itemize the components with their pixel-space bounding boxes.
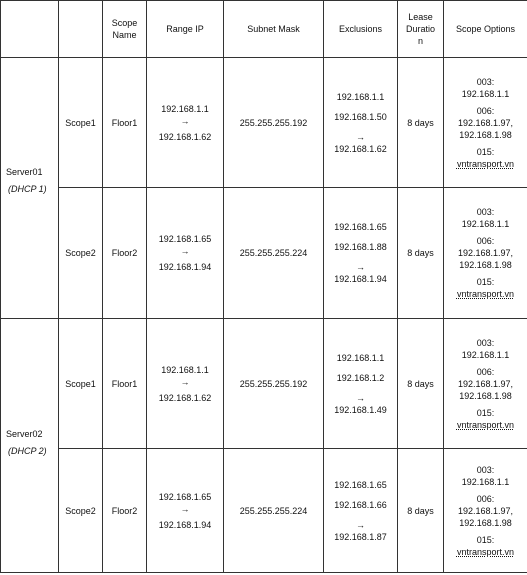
range-end: 192.168.1.94 [158, 519, 212, 530]
opt-006-label: 006: [476, 366, 495, 377]
header-row [1, 1, 527, 58]
exclusion-end: 192.168.1.94 [334, 274, 387, 284]
opt-003-label: 003: [476, 207, 495, 217]
opt-015-label: 015: [476, 277, 495, 287]
range-end: 192.168.1.62 [158, 131, 212, 142]
server-name: Server01 [6, 166, 43, 177]
opt-003-label: 003: [476, 76, 495, 87]
lease-cell: 8 days [398, 449, 444, 573]
opt-006-value-2: 192.168.1.98 [459, 260, 512, 270]
header-lease-duration [398, 1, 444, 58]
server-name: Server02 [6, 429, 43, 439]
exclusions-cell [324, 449, 398, 573]
opt-006-value-1: 192.168.1.97, [457, 378, 514, 389]
header-empty-1 [1, 1, 59, 58]
header-scope-name [103, 1, 147, 58]
scope-name-cell: Floor2 [103, 188, 147, 319]
subnet-mask-cell: 255.255.255.192 [224, 58, 324, 188]
scope-options-cell [444, 58, 527, 188]
range-arrow-icon: → [180, 503, 190, 514]
range-start: 192.168.1.65 [158, 491, 212, 502]
exclusion-arrow-icon: → [356, 392, 365, 403]
range-end: 192.168.1.62 [158, 392, 212, 403]
opt-006-label: 006: [476, 105, 495, 116]
scope-options-cell [444, 319, 527, 449]
exclusion-end: 192.168.1.62 [334, 143, 387, 154]
exclusions-cell [324, 188, 398, 319]
header-scope-name-line1: Scope [111, 18, 138, 28]
opt-006-label: 006: [476, 236, 495, 246]
opt-015-label: 015: [476, 407, 495, 418]
range-ip-cell [147, 188, 224, 319]
exclusion-second: 192.168.1.88 [334, 242, 387, 252]
table-row [1, 319, 527, 449]
opt-003-value: 192.168.1.1 [461, 219, 510, 229]
range-start: 192.168.1.1 [161, 103, 209, 114]
subnet-mask-cell: 255.255.255.224 [224, 449, 324, 573]
header-subnet-mask: Subnet Mask [224, 1, 324, 58]
scope-cell: Scope1 [59, 58, 103, 188]
scope-cell: Scope2 [59, 188, 103, 319]
lease-cell: 8 days [398, 58, 444, 188]
opt-003-value: 192.168.1.1 [461, 349, 510, 360]
exclusion-arrow-icon: → [356, 262, 365, 272]
opt-003-value: 192.168.1.1 [461, 88, 510, 99]
scope-cell: Scope1 [59, 319, 103, 449]
opt-015-value: vntransport.vn [456, 419, 515, 430]
table-row [1, 449, 527, 573]
range-arrow-icon: → [180, 115, 190, 126]
range-arrow-icon: → [180, 246, 190, 256]
exclusions-cell [324, 319, 398, 449]
subnet-mask-cell: 255.255.255.224 [224, 188, 324, 319]
opt-006-value-2: 192.168.1.98 [459, 390, 512, 401]
table-row [1, 58, 527, 188]
lease-cell: 8 days [398, 188, 444, 319]
scope-name-cell: Floor1 [103, 319, 147, 449]
opt-015-value: vntransport.vn [456, 546, 515, 557]
header-range-ip: Range IP [147, 1, 224, 58]
opt-006-value-2: 192.168.1.98 [459, 129, 512, 140]
scope-cell: Scope2 [59, 449, 103, 573]
opt-006-value-1: 192.168.1.97, [457, 248, 514, 258]
server-role: (DHCP 1) [8, 183, 47, 194]
scope-options-cell [444, 449, 527, 573]
exclusion-start: 192.168.1.1 [336, 352, 385, 363]
header-exclusions: Exclusions [324, 1, 398, 58]
opt-006-value-1: 192.168.1.97, [457, 505, 514, 516]
scope-name-cell: Floor2 [103, 449, 147, 573]
lease-cell: 8 days [398, 319, 444, 449]
table-row [1, 188, 527, 319]
header-scope-options: Scope Options [444, 1, 527, 58]
subnet-mask-cell: 255.255.255.192 [224, 319, 324, 449]
header-lease-line1: Lease [408, 12, 433, 22]
exclusion-arrow-icon: → [356, 519, 365, 530]
exclusions-cell [324, 58, 398, 188]
range-ip-cell [147, 58, 224, 188]
exclusion-second: 192.168.1.66 [334, 499, 387, 510]
opt-003-label: 003: [476, 464, 495, 475]
server-role: (DHCP 2) [8, 446, 47, 456]
scope-options-cell [444, 188, 527, 319]
opt-006-label: 006: [476, 493, 495, 504]
opt-006-value-2: 192.168.1.98 [459, 517, 512, 528]
exclusion-start: 192.168.1.65 [334, 222, 387, 232]
server-cell [1, 58, 59, 319]
exclusion-second: 192.168.1.50 [334, 111, 387, 122]
header-scope-name-line2: Name [112, 30, 137, 40]
exclusion-start: 192.168.1.1 [336, 91, 385, 102]
server-cell [1, 319, 59, 573]
opt-003-value: 192.168.1.1 [461, 476, 510, 487]
range-ip-cell [147, 449, 224, 573]
range-start: 192.168.1.1 [161, 364, 209, 375]
exclusion-start: 192.168.1.65 [334, 479, 387, 490]
range-ip-cell [147, 319, 224, 449]
exclusion-end: 192.168.1.49 [334, 404, 387, 415]
range-arrow-icon: → [180, 376, 190, 387]
opt-003-label: 003: [476, 337, 495, 348]
opt-015-value: vntransport.vn [456, 158, 515, 169]
header-empty-2 [59, 1, 103, 58]
exclusion-second: 192.168.1.2 [336, 372, 385, 383]
opt-006-value-1: 192.168.1.97, [457, 117, 514, 128]
opt-015-label: 015: [476, 534, 495, 545]
header-lease-line2: Duratio [405, 24, 435, 34]
header-lease-line3: n [417, 36, 423, 46]
scope-name-cell: Floor1 [103, 58, 147, 188]
exclusion-end: 192.168.1.87 [334, 531, 387, 542]
opt-015-value: vntransport.vn [456, 289, 515, 299]
range-end: 192.168.1.94 [158, 262, 212, 272]
opt-015-label: 015: [476, 146, 495, 157]
exclusion-arrow-icon: → [356, 131, 365, 142]
range-start: 192.168.1.65 [158, 234, 212, 244]
